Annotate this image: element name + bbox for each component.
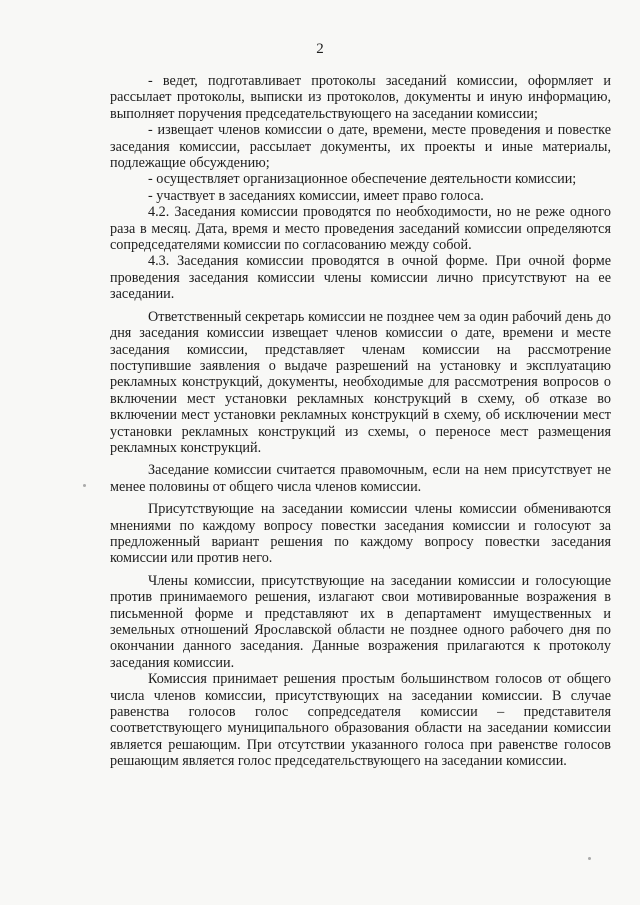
paragraph-4-3: 4.3. Заседания комиссии проводятся в очной форме. При очной форме проведения заседания комиссии члены комиссии лично присутствуют на ее заседании. bbox=[110, 253, 611, 303]
page-number: 2 bbox=[316, 41, 324, 57]
document-body bbox=[110, 73, 611, 770]
paragraph-secretary-duty-protocols: - ведет, подготавливает протоколы заседаний комиссии, оформляет и рассылает протоколы, выписки из протоколов, документы и иную информацию, выполняет поручения председательствующего на заседании комиссии; bbox=[110, 73, 611, 122]
paragraph-decisions: Комиссия принимает решения простым большинством голосов от общего числа членов комиссии, присутствующих на заседании комиссии. В случае равенства голосов голос сопредседателя комиссии – представителя соответствующего муниципального образования области на заседании комиссии является решающим. При отсутствии указанного голоса при равенстве голосов решающим является голос председательствующего на заседании комиссии. bbox=[110, 671, 611, 770]
paragraph-secretary-duty-vote: - участвует в заседаниях комиссии, имеет право голоса. bbox=[148, 187, 484, 204]
paragraph-voting: Присутствующие на заседании комиссии члены комиссии обмениваются мнениями по каждому вопросу повестки заседания комиссии и голосуют за предложенный вариант решения по каждому вопросу повестки заседания комиссии или против него. bbox=[110, 501, 611, 567]
paragraph-secretary-notice: Ответственный секретарь комиссии не позднее чем за один рабочий день до дня заседания комиссии извещает членов комиссии о дате, времени и месте заседания комиссии, представляет членам комиссии на рассмотрение поступившие заявления о выдаче разрешений на установку и эксплуатацию рекламных конструкций, документы, необходимые для рассмотрения вопросов о включении мест установки рекламных конструкций в схему, об отказе во включении мест установки рекламных конструкций в схему, об исключении мест установки рекламных конструкций из схемы, о переносе мест размещения рекламных конструкций. bbox=[110, 308, 611, 456]
paragraph-4-2: 4.2. Заседания комиссии проводятся по необходимости, но не реже одного раза в месяц. Дата, время и место проведения заседаний комиссии определяются сопредседателями комиссии по согласованию между собой. bbox=[110, 204, 611, 254]
paragraph-secretary-duty-organize: - осуществляет организационное обеспечение деятельности комиссии; bbox=[148, 171, 577, 188]
paragraph-secretary-duty-notify: - извещает членов комиссии о дате, времени, месте проведения и повестке заседания комиссии, рассылает документы, их проекты и иные материалы, подлежащие обсуждению; bbox=[110, 122, 611, 172]
paragraph-objections: Члены комиссии, присутствующие на заседании комиссии и голосующие против принимаемого решения, излагают свои мотивированные возражения в письменной форме и представляют их в департамент имущественных и земельных отношений Ярославской области не позднее одного рабочего дня по окончании данного заседания. Данные возражения прилагаются к протоколу заседания комиссии. bbox=[110, 572, 611, 671]
paragraph-quorum: Заседание комиссии считается правомочным, если на нем присутствует не менее половины от общего числа членов комиссии. bbox=[110, 462, 611, 495]
scan-speck bbox=[588, 857, 591, 860]
scan-speck bbox=[83, 484, 86, 487]
